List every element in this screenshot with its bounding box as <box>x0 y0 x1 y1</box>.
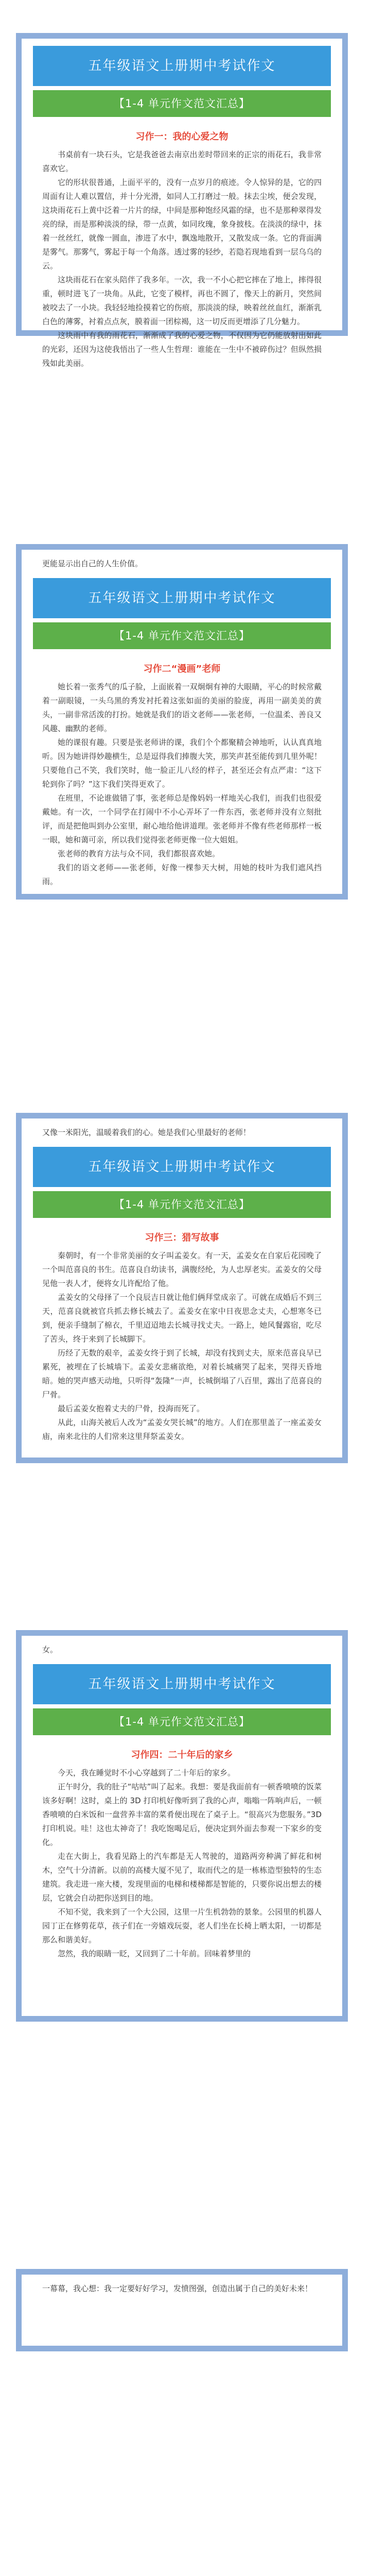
essay-paragraph: 不知不觉，我来到了一个大公园，这里一片生机勃勃的景象。公园里的机器人园丁正在修剪花草，孩子们在一旁嬉戏玩耍，老人们坐在长椅上晒太阳，一切都是那么和谐美好。 <box>42 1907 322 1944</box>
essay-card-4 <box>16 1630 348 2022</box>
main-title-banner: 五年级语文上册期中考试作文 <box>33 578 331 618</box>
continuation-text: 更能显示出自己的人生价值。 <box>42 559 143 568</box>
continuation-text: 女。 <box>42 1645 58 1654</box>
essay-paragraph: 我们的语文老师——张老师，好像一棵参天大树，用她的枝叶为我们遮风挡雨。 <box>42 863 322 886</box>
closing-card <box>16 2269 348 2351</box>
essay-paragraph: 她的课很有趣。只要是张老师讲的课，我们个个都聚精会神地听，认认真真地听。因为她讲得妙趣横生，总是逗得我们捧腹大笑，那笑声甚至能传到几里外呢！只要他自己不笑，我们笑时，他一脸正儿八经的样子，甚至还会有点严肃：“这下轮到你了吗？”这下我们笑得更欢了。 <box>42 738 322 789</box>
main-title-banner: 五年级语文上册期中考试作文 <box>33 1664 331 1704</box>
essay-paragraph: 在班里，不论谁做错了事，张老师总是像妈妈一样地关心我们，而我们也很爱戴她。有一次，一个同学在打闹中不小心弄坏了一件东西，张老师并没有立刻批评，而是把他叫到办公室里，耐心地给他讲道理。张老师并不像有些老师那样一板一眼，她和蔼可亲，所以我们觉得张老师更像一位大姐姐。 <box>42 793 322 844</box>
essay-paragraph: 从此，山海关被后人改为“孟姜女哭长城”的地方。人们在那里盖了一座孟姜女庙，南来北往的人们常来这里拜祭孟姜女。 <box>42 1418 322 1441</box>
essay-paragraph: 今天，我在睡觉时不小心穿越到了二十年后的家乡。 <box>58 1768 236 1777</box>
essay-title: 习作四：二十年后的家乡 <box>131 1750 233 1760</box>
essay-paragraph: 这块雨中有我的雨花石，渐渐成了我的心爱之物，不仅因为它仍能放射出如此的光彩，还因为这使我悟出了一些人生哲理：谁能在一生中不被碎伤过？但纵然损残如此美丽。 <box>42 331 322 368</box>
closing-text: 一幕幕，我心想：我一定要好好学习，发愤图强，创造出属于自己的美好未来！ <box>42 2284 313 2293</box>
essay-card-3 <box>16 1113 348 1463</box>
essay-paragraph: 这块雨花石在家头陪伴了我多年。一次，我一不小心把它摔在了地上，摔得很重，顿时进飞了一块角。从此，它变了模样，再也不圆了，像天上的新月，突然间被咬去了一小块。我轻轻地捡摸着它的伤痕，那淡淡的绿，映着丝丝血红，渐渐乳白色的薄雾，衬着点点灰，膜着面一团棕褐，这一切反而更增添了几分魅力。 <box>42 275 322 326</box>
essay-paragraph: 忽然，我的眼睛一眨，又回到了二十年前。回味着梦里的 <box>58 1949 251 1958</box>
essay-paragraph: 历经了无数的艰辛，孟姜女终于到了长城，却没有找到丈夫，原来范喜良早已累死，被埋在了长城墙下。孟姜女悲痛欲绝，对着长城痛哭了起来，哭得天昏地暗。她的哭声感天动地，只听得“轰隆”一声，长城倒塌了八百里，露出了范喜良的尸骨。 <box>42 1348 322 1399</box>
subtitle-banner: 【1-4 单元作文范文汇总】 <box>33 1191 331 1218</box>
essay-paragraph: 最后孟姜女抱着丈夫的尸骨，投海而死了。 <box>58 1404 205 1413</box>
main-title-banner: 五年级语文上册期中考试作文 <box>33 46 331 86</box>
main-title-banner: 五年级语文上册期中考试作文 <box>33 1147 331 1187</box>
essay-paragraph: 孟姜女的父母择了一个良辰吉日就让他们俩拜堂成亲了。可就在成婚后不到三天，范喜良就被官兵抓去修长城去了。孟姜女在家中日夜思念丈夫，心想寒冬已到，便亲手缝制了棉衣，千里迢迢地去长城寻找丈夫。一路上，她风餐露宿，吃尽了苦头，终于来到了长城脚下。 <box>42 1293 322 1344</box>
essay-paragraph: 秦朝时，有一个非常美丽的女子叫孟姜女。有一天，孟姜女在自家后花园晚了一个叫范喜良的书生。范喜良自幼读书，满腹经纶，为人忠厚老实。孟姜女的父母见他一表人才，便将女儿许配给了他。 <box>42 1251 322 1288</box>
essay-paragraph: 她长着一张秀气的瓜子脸，上面嵌着一双炯炯有神的大眼睛，平心的时候常戴着一副眼镜，一头乌黑的秀发衬托着这张如面的美丽的脸庞，再用一副美美的黄头，一副非常活泼的打扮。她就是我们的语文老师——张老师，一位温柔、善良又风趣、幽默的老师。 <box>42 682 322 733</box>
essay-title: 习作一：我的心爱之物 <box>135 131 228 142</box>
essay-paragraph: 走在大街上，我看见路上的汽车都是无人驾驶的，道路两旁种满了鲜花和树木，空气十分清新。以前的高楼大厦不见了，取而代之的是一栋栋造型独特的生态建筑。我走进一座大楼，发现里面的电梯和楼梯都是智能的，只要你说出想去的楼层，它就会自动把你送到目的地。 <box>42 1852 322 1903</box>
continuation-text: 又像一米阳光，温暖着我们的心。她是我们心里最好的老师！ <box>42 1128 251 1137</box>
essay-title: 习作二“漫画”老师 <box>143 664 221 674</box>
essay-paragraph: 张老师的教育方法与众不同，我们都很喜欢她。 <box>58 849 220 858</box>
subtitle-banner: 【1-4 单元作文范文汇总】 <box>33 1708 331 1735</box>
essay-card-1 <box>16 33 348 368</box>
essay-title: 习作三：猎写故事 <box>145 1232 219 1243</box>
essay-paragraph: 它的形状很普通，上面平平的，没有一点岁月的痕迹。令人惊异的是，它的四周面有让人难以置信，并十分光滑，如同人工打磨过一般。抹去尘埃，便会发现，这块雨花石上黄中泛着一片片的绿，中间是那种饱经风霜的绿，也不是那种翠得发亮的绿，而是那种淡淡的绿，带一点黄，如同玫瑰，象身披枝。在淡淡的绿中，抹着一丝丝红，就像一圆血，渗进了水中，飘逸地散开，又散发成一条。它的背面满是雾气。那雾气，雾起于每一个角落。透过雾的轻纱，若隐若现地看到一层乌乌的云。 <box>42 178 322 270</box>
essay-paragraph: 书桌前有一块石头，它是我爸爸去南京出差时带回来的正宗的雨花石，我非常喜欢它。 <box>42 150 322 173</box>
subtitle-banner: 【1-4 单元作文范文汇总】 <box>33 622 331 649</box>
essay-card-2 <box>16 544 348 900</box>
essay-paragraph: 正午时分，我的肚子“咕咕”叫了起来。我想：要是我面前有一顿香喷喷的饭菜该多好啊！这时，桌上的 3D 打印机好像听到了我的心声，嗡嗡一阵响声后，一顿香喷喷的白米饭和一盘营养丰富的菜肴便出现在了桌子上。“很高兴为您服务。”3D 打印机说。哇！这也太神奇了！我吃饱喝足后，便决定到外面去参观一下家乡的变化。 <box>42 1782 322 1847</box>
subtitle-banner: 【1-4 单元作文范文汇总】 <box>33 90 331 117</box>
